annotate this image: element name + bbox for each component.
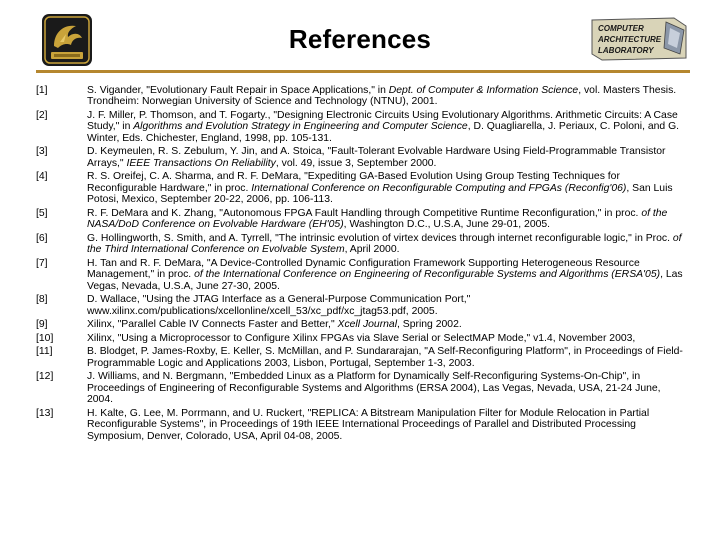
reference-number: [11] <box>36 346 53 358</box>
reference-segment: B. Blodget, P. James-Roxby, E. Keller, S. McMillan, and P. Sundararajan, "A Self-Reconfiguring Platform", in Proceedings of Field-Programmable Logic and Applications 2003, Lisbon, Portugal, September 1-3, 2003. <box>87 346 683 369</box>
reference-item <box>36 294 686 317</box>
reference-number: [3] <box>36 146 48 158</box>
reference-text <box>87 294 686 317</box>
reference-segment: J. Williams, and N. Bergmann, "Embedded Linux as a Platform for Dynamically Self-Reconfiguring Systems-On-Chip", in Proceedings of Engineering of Reconfigurable Systems and Algorithms (ERSA 2004), Las Vegas, Nevada, USA, 21-24 June, 2004. <box>87 371 661 406</box>
reference-segment: H. Tan and R. F. DeMara, "A Device-Controlled Dynamic Configuration Framework Supporting Heterogeneous Resource Management," in proc. <box>87 257 640 281</box>
reference-number: [5] <box>36 207 48 219</box>
reference-item <box>36 208 686 231</box>
lab-logo-line-1: COMPUTER <box>598 24 644 33</box>
reference-venue: Algorithms and Evolution Strategy in Engineering and Computer Science <box>133 121 468 133</box>
reference-text <box>87 171 686 205</box>
reference-segment: J. F. Miller, P. Thomson, and T. Fogarty., "Designing Electronic Circuits Using Evolutionary Algorithms. Arithmetic Circuits: A Case Study," in <box>87 110 678 133</box>
reference-item <box>36 85 686 108</box>
reference-item <box>36 319 686 330</box>
reference-text <box>87 319 686 330</box>
reference-text <box>87 371 686 405</box>
reference-number: [4] <box>36 171 48 183</box>
reference-venue: IEEE Transactions On Reliability <box>126 157 276 169</box>
reference-venue: of the International Conference on Engineering of Reconfigurable Systems and Algorithms (ERSA'05) <box>194 269 661 281</box>
reference-number: [7] <box>36 257 48 269</box>
reference-item <box>36 346 686 369</box>
reference-number: [9] <box>36 319 48 331</box>
reference-segment: D. Wallace, "Using the JTAG Interface as a General-Purpose Communication Port," www.xilinx.com/publications/xcellonline/xcell_53/xc_pdf/xc_jtag53.pdf, 2005. <box>87 294 471 317</box>
reference-segment: Xilinx, "Using a Microprocessor to Configure Xilinx FPGAs via Slave Serial or SelectMAP Mode," v1.4, November 2003, <box>87 332 636 344</box>
reference-text <box>87 110 686 144</box>
reference-segment: , San Luis Potosi, Mexico, September 20-22, 2006, pp. 106-113. <box>87 182 673 206</box>
reference-list <box>36 85 686 442</box>
reference-segment: , vol. Masters Thesis. Trondheim: Norwegian University of Science and Technology (NTNU), 2001. <box>87 85 677 108</box>
reference-item <box>36 146 686 169</box>
page-title: References <box>288 24 432 54</box>
reference-text <box>87 408 686 442</box>
reference-item <box>36 371 686 405</box>
reference-number: [6] <box>36 232 48 244</box>
reference-number: [8] <box>36 294 48 306</box>
reference-item <box>36 233 686 256</box>
reference-number: [10] <box>36 332 54 344</box>
reference-segment: G. Hollingworth, S. Smith, and A. Tyrrell, "The intrinsic evolution of virtex devices through internet reconfigurable logic," in Proc. <box>87 232 673 244</box>
reference-venue: Xcell Journal <box>337 319 398 331</box>
reference-text <box>87 208 686 231</box>
reference-text <box>87 233 686 256</box>
reference-item <box>36 171 686 205</box>
reference-segment: , vol. 49, issue 3, September 2000. <box>275 157 437 169</box>
reference-venue: Dept. of Computer & Information Science <box>388 85 579 96</box>
title-divider <box>36 70 690 73</box>
lab-logo-line-3: LABORATORY <box>598 46 654 55</box>
reference-segment: , Las Vegas, Nevada, U.S.A, June 27-30, 2005. <box>87 269 683 292</box>
reference-segment: R. F. DeMara and K. Zhang, "Autonomous FPGA Fault Handling through Competitive Runtime Reconfiguration," in proc. <box>87 207 642 219</box>
reference-text <box>87 346 686 369</box>
reference-segment: S. Vigander, "Evolutionary Fault Repair in Space Applications," in <box>87 85 389 96</box>
reference-text <box>87 333 686 344</box>
lab-logo-line-2: ARCHITECTURE <box>598 35 662 44</box>
reference-venue: of the NASA/DoD Conference on Evolvable Hardware (EH'05) <box>87 207 668 231</box>
reference-segment: D. Keymeulen, R. S. Zebulum, Y. Jin, and A. Stoica, "Fault-Tolerant Evolvable Hardware Using Field-Programmable Transistor Arrays," <box>87 146 666 169</box>
reference-segment: , April 2000. <box>344 244 400 256</box>
reference-venue: of the Third International Conference on Evolvable System <box>87 232 682 256</box>
reference-number: [2] <box>36 110 48 121</box>
reference-number: [12] <box>36 371 54 383</box>
reference-text <box>87 146 686 169</box>
reference-segment: H. Kalte, G. Lee, M. Porrmann, and U. Ruckert, "REPLICA: A Bitstream Manipulation Filter for Module Relocation in Partial Reconfigurable Systems", in Proceedings of 19th IEEE International Proceedings of Parallel and Distributed Processing Symposium, Denver, Colorado, USA, April 04-08, 2005. <box>87 407 650 442</box>
reference-segment: , Washington D.C., U.S.A, June 29-01, 2005. <box>343 219 551 231</box>
reference-item <box>36 258 686 292</box>
reference-item <box>36 110 686 144</box>
reference-venue: International Conference on Reconfigurable Computing and FPGAs (Reconfig'06) <box>251 182 627 194</box>
reference-item <box>36 408 686 442</box>
reference-number: [13] <box>36 407 54 419</box>
reference-segment: Xilinx, "Parallel Cable IV Connects Faster and Better," <box>87 319 338 331</box>
reference-segment: , D. Quagliarella, J. Periaux, C. Poloni, and G. Winter, Eds. Chichester, England, 1998, pp. 105-131. <box>87 121 680 144</box>
reference-segment: , Spring 2002. <box>397 319 462 331</box>
reference-segment: R. S. Oreifej, C. A. Sharma, and R. F. DeMara, "Expediting GA-Based Evolution Using Group Testing Techniques for Reconfigurable Hardware," in proc. <box>87 171 620 194</box>
reference-text <box>87 258 686 292</box>
reference-number: [1] <box>36 85 48 96</box>
reference-text <box>87 85 686 108</box>
reference-item <box>36 333 686 344</box>
